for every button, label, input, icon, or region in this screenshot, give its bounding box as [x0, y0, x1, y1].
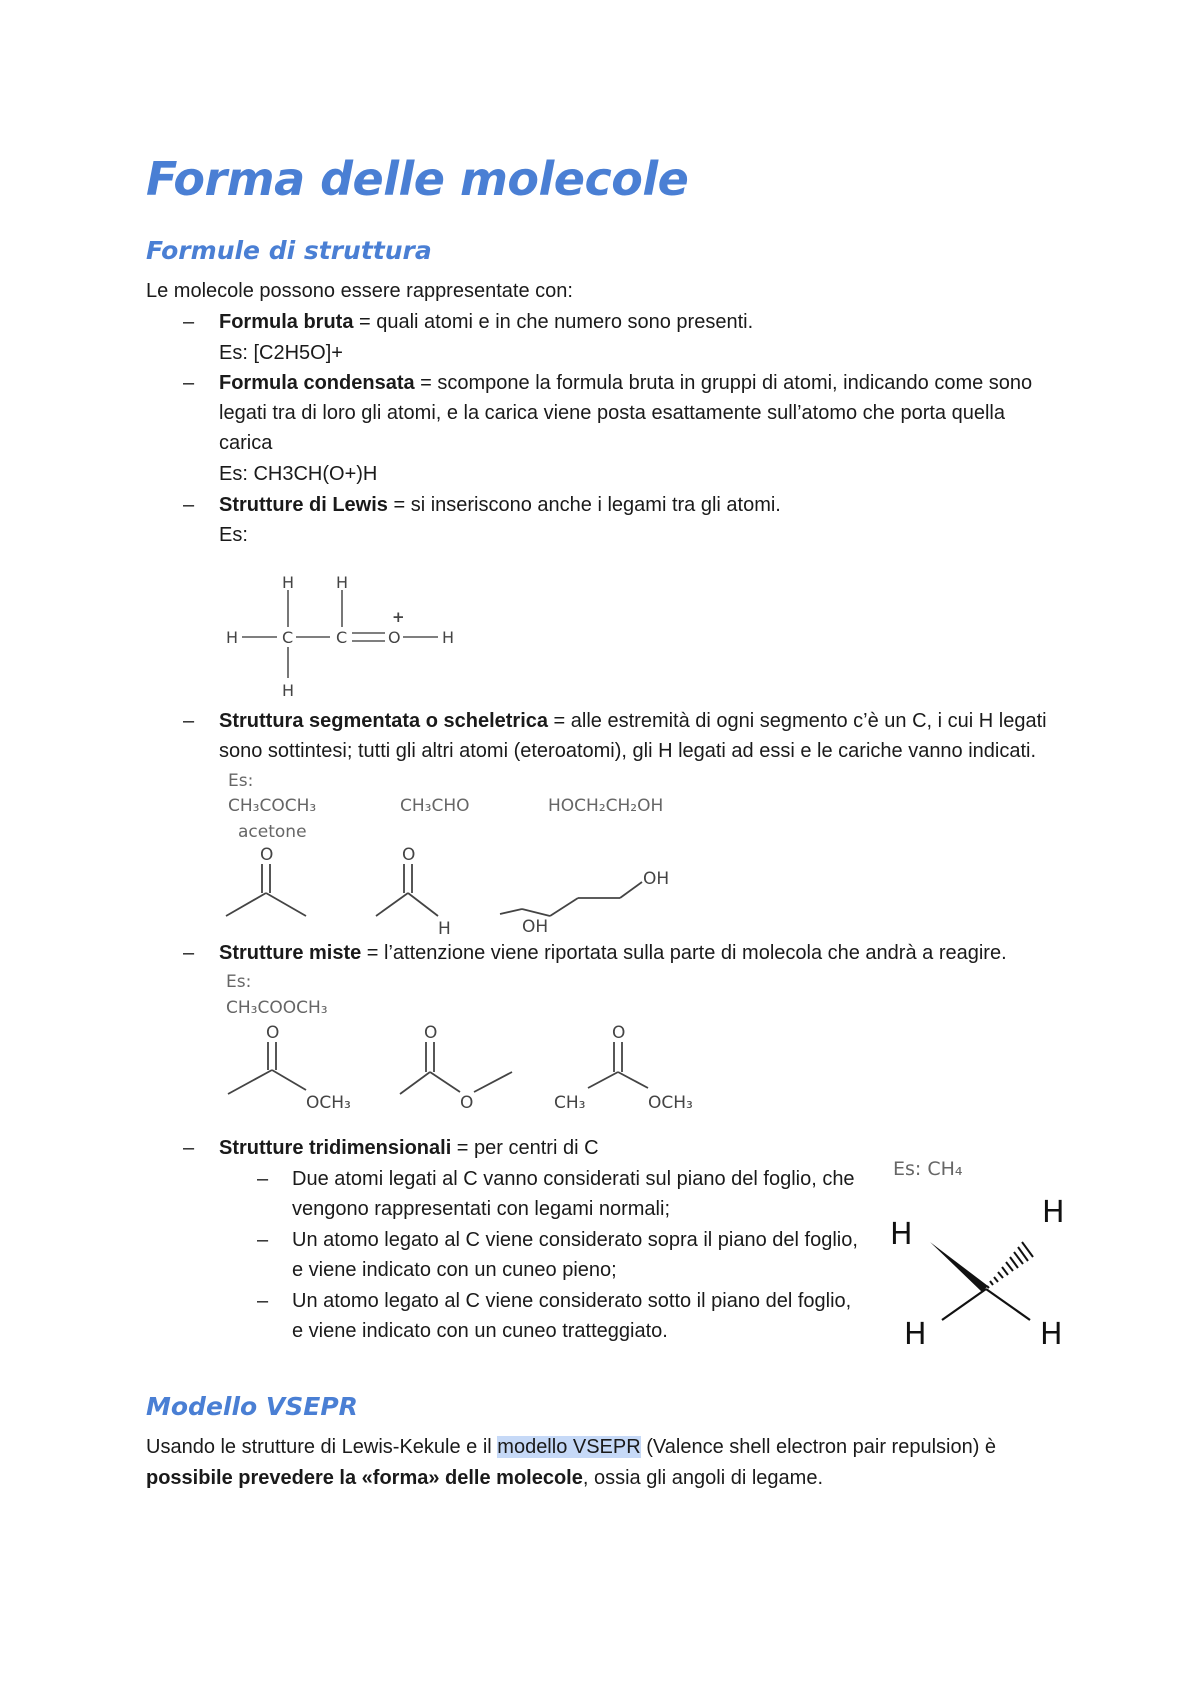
methane-atom-h: H: [1042, 1195, 1065, 1230]
term-struttura-segmentata: Struttura segmentata o scheletrica: [219, 710, 548, 732]
atom-ch3: CH₃: [554, 1093, 586, 1113]
sub-item-3-line1: Un atomo legato al C viene considerato sotto il piano del foglio,: [292, 1290, 852, 1312]
bullet-dash: –: [183, 311, 195, 333]
atom-o: O: [424, 1023, 438, 1043]
methane-atom-h: H: [1040, 1317, 1063, 1352]
item-strutture-lewis: [219, 490, 781, 520]
formula-acetone: CH₃COCH₃: [228, 796, 317, 816]
atom-h: H: [438, 919, 451, 939]
term-strutture-miste: Strutture miste: [219, 942, 362, 964]
lewis-atom-h: H: [282, 681, 295, 700]
term-formula-bruta: Formula bruta: [219, 311, 354, 333]
atom-oh: OH: [522, 917, 549, 937]
sub-bullet-dash: –: [257, 1229, 269, 1251]
vsepr-line-2-post: , ossia gli angoli di legame.: [582, 1467, 823, 1489]
desc-strutture-miste: = l’attenzione viene riportata sulla parte di molecola che andrà a reagire.: [361, 942, 1007, 964]
atom-och3: OCH₃: [306, 1093, 351, 1113]
lewis-atom-h: H: [226, 628, 239, 647]
formula-methyl-acetate: CH₃COOCH₃: [226, 998, 328, 1018]
lewis-atom-h: H: [282, 573, 295, 592]
vsepr-highlight: modello VSEPR: [497, 1436, 641, 1458]
desc-struttura-segmentata-2: sono sottintesi; tutti gli altri atomi (eteroatomi), gli H legati ad essi e le cariche vanno indicati.: [219, 740, 1037, 762]
desc-formula-condensata-3: carica: [219, 432, 273, 454]
intro-text: Le molecole possono essere rappresentate con:: [146, 280, 573, 302]
section-heading-vsepr: Modello VSEPR: [146, 1392, 358, 1421]
desc-formula-condensata-1: = scompone la formula bruta in gruppi di atomi, indicando come sono: [414, 372, 1033, 394]
sub-item-2-line2: e viene indicato con un cuneo pieno;: [292, 1259, 617, 1281]
example-formula-bruta: Es: [C2H5O]+: [219, 342, 343, 364]
bullet-dash: –: [183, 710, 195, 732]
desc-strutture-tridimensionali: = per centri di C: [451, 1137, 599, 1159]
acetone-label: acetone: [238, 822, 307, 842]
bullet-dash: –: [183, 372, 195, 394]
desc-strutture-lewis: = si inseriscono anche i legami tra gli atomi.: [387, 494, 781, 516]
term-formula-condensata: Formula condensata: [219, 372, 415, 394]
lewis-structure-diagram: [220, 570, 470, 700]
sub-bullet-dash: –: [257, 1290, 269, 1312]
bullet-dash: –: [183, 942, 195, 964]
example-label: Es:: [228, 771, 254, 791]
item-formula-condensata: [219, 368, 1032, 398]
item-strutture-tridimensionali: [219, 1133, 599, 1163]
methane-atom-h: H: [904, 1317, 927, 1352]
example-label: Es:: [226, 972, 252, 992]
bullet-dash: –: [183, 1137, 195, 1159]
vsepr-line-1-pre: Usando le strutture di Lewis-Kekule e il: [146, 1436, 498, 1458]
sub-item-1-line2: vengono rappresentati con legami normali;: [292, 1198, 670, 1220]
lewis-atom-c: C: [282, 628, 294, 647]
term-strutture-tridimensionali: Strutture tridimensionali: [219, 1137, 452, 1159]
lewis-atom-h: H: [442, 628, 455, 647]
vsepr-bold-text: possibile prevedere la «forma» delle molecole: [146, 1467, 583, 1489]
atom-o: O: [260, 845, 274, 865]
lewis-atom-o: O: [388, 628, 401, 647]
skeletal-structures-diagram: [220, 845, 690, 939]
atom-o: O: [402, 845, 416, 865]
atom-o: O: [266, 1023, 280, 1043]
desc-formula-condensata-2: legati tra di loro gli atomi, e la carica viene posta esattamente sull’atomo che porta quella: [219, 402, 1005, 424]
atom-o: O: [612, 1023, 626, 1043]
methane-atom-h: H: [890, 1217, 913, 1252]
item-strutture-miste: [219, 938, 1007, 968]
item-struttura-segmentata: [219, 706, 1047, 736]
sub-item-2-line1: Un atomo legato al C viene considerato sopra il piano del foglio,: [292, 1229, 858, 1251]
page-title: Forma delle molecole: [146, 152, 689, 206]
vsepr-line-2: [146, 1463, 823, 1493]
vsepr-line-1: [146, 1432, 996, 1462]
methane-3d-diagram: [890, 1180, 1080, 1350]
mixed-structures-diagram: [220, 1024, 730, 1114]
atom-o: O: [460, 1093, 474, 1113]
term-strutture-lewis: Strutture di Lewis: [219, 494, 388, 516]
sub-item-3-line2: e viene indicato con un cuneo tratteggiato.: [292, 1320, 668, 1342]
bullet-dash: –: [183, 494, 195, 516]
lewis-charge: +: [392, 608, 405, 626]
sub-item-1-line1: Due atomi legati al C vanno considerati sul piano del foglio, che: [292, 1168, 855, 1190]
desc-struttura-segmentata-1: = alle estremità di ogni segmento c’è un C, i cui H legati: [548, 710, 1047, 732]
atom-oh: OH: [643, 869, 670, 889]
formula-acetaldehyde: CH₃CHO: [400, 796, 470, 816]
sub-bullet-dash: –: [257, 1168, 269, 1190]
example-strutture-lewis: Es:: [219, 524, 248, 546]
formula-ethylene-glycol: HOCH₂CH₂OH: [548, 796, 664, 816]
lewis-atom-h: H: [336, 573, 349, 592]
atom-och3: OCH₃: [648, 1093, 693, 1113]
lewis-atom-c: C: [336, 628, 348, 647]
section-heading-formule: Formule di struttura: [146, 236, 432, 265]
vsepr-line-1-post: (Valence shell electron pair repulsion) è: [640, 1436, 997, 1458]
example-ch4-label: Es: CH₄: [893, 1158, 963, 1180]
example-formula-condensata: Es: CH3CH(O+)H: [219, 463, 378, 485]
desc-formula-bruta: = quali atomi e in che numero sono presenti.: [353, 311, 754, 333]
item-formula-bruta: [219, 307, 753, 337]
